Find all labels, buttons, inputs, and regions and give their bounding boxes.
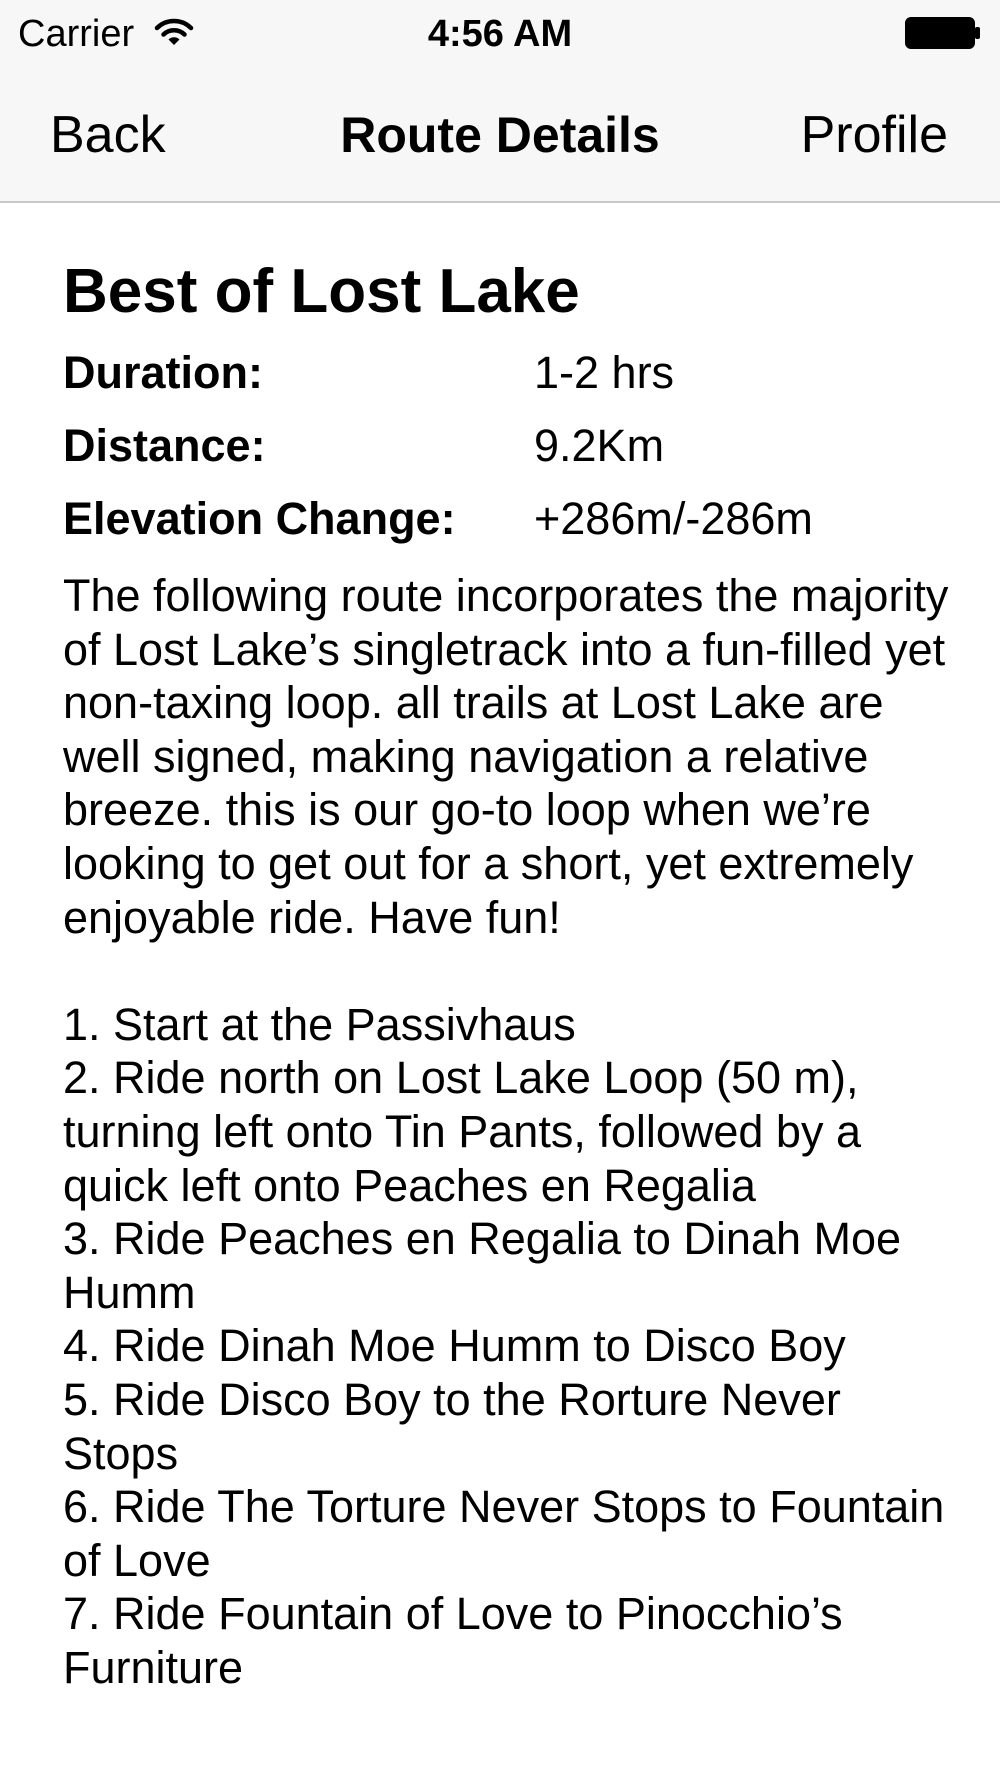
stat-distance [63,409,953,482]
stat-label: Elevation Change: [63,493,456,544]
route-stats [63,336,953,555]
carrier-label: Carrier [18,13,135,55]
stat-label: Distance: [63,420,266,471]
stat-value: 1-2 hrs [534,347,675,398]
route-step: 6. Ride The Torture Never Stops to Fountain of Love [63,1481,945,1586]
route-step: 3. Ride Peaches en Regalia to Dinah Moe Humm [63,1213,902,1318]
route-step: 7. Ride Fountain of Love to Pinocchio’s Furniture [63,1588,843,1693]
route-step: 2. Ride north on Lost Lake Loop (50 m), turning left onto Tin Pants, followed by a quick left onto Peaches en Regalia [63,1052,861,1211]
status-time: 4:56 AM [427,13,573,55]
battery-icon [905,17,981,49]
route-name: Best of Lost Lake [63,257,580,326]
stat-label: Duration: [63,347,263,398]
page-title: Route Details [340,107,660,163]
stat-duration [63,336,953,409]
navigation-bar [0,66,1000,203]
route-steps-list [63,998,953,1695]
status-bar [0,0,1000,66]
route-details-content [63,252,961,1694]
route-step: 4. Ride Dinah Moe Humm to Disco Boy [63,1320,846,1372]
back-button[interactable]: Back [50,106,166,164]
route-step: 1. Start at the Passivhaus [63,998,576,1050]
stat-elevation-change [63,482,953,555]
route-description: The following route incorporates the majority of Lost Lake’s singletrack into a fun-filled yet non-taxing loop. all trails at Lost Lake are well signed, making navigation a relative breeze. this is our go-to loop when we’re looking to get out for a short, yet extremely enjoyable ride. Have fun! [63,570,961,943]
route-step: 5. Ride Disco Boy to the Rorture Never Stops [63,1373,841,1479]
stat-value: +286m/-286m [534,493,813,544]
stat-value: 9.2Km [534,420,665,471]
profile-button[interactable]: Profile [800,106,948,164]
